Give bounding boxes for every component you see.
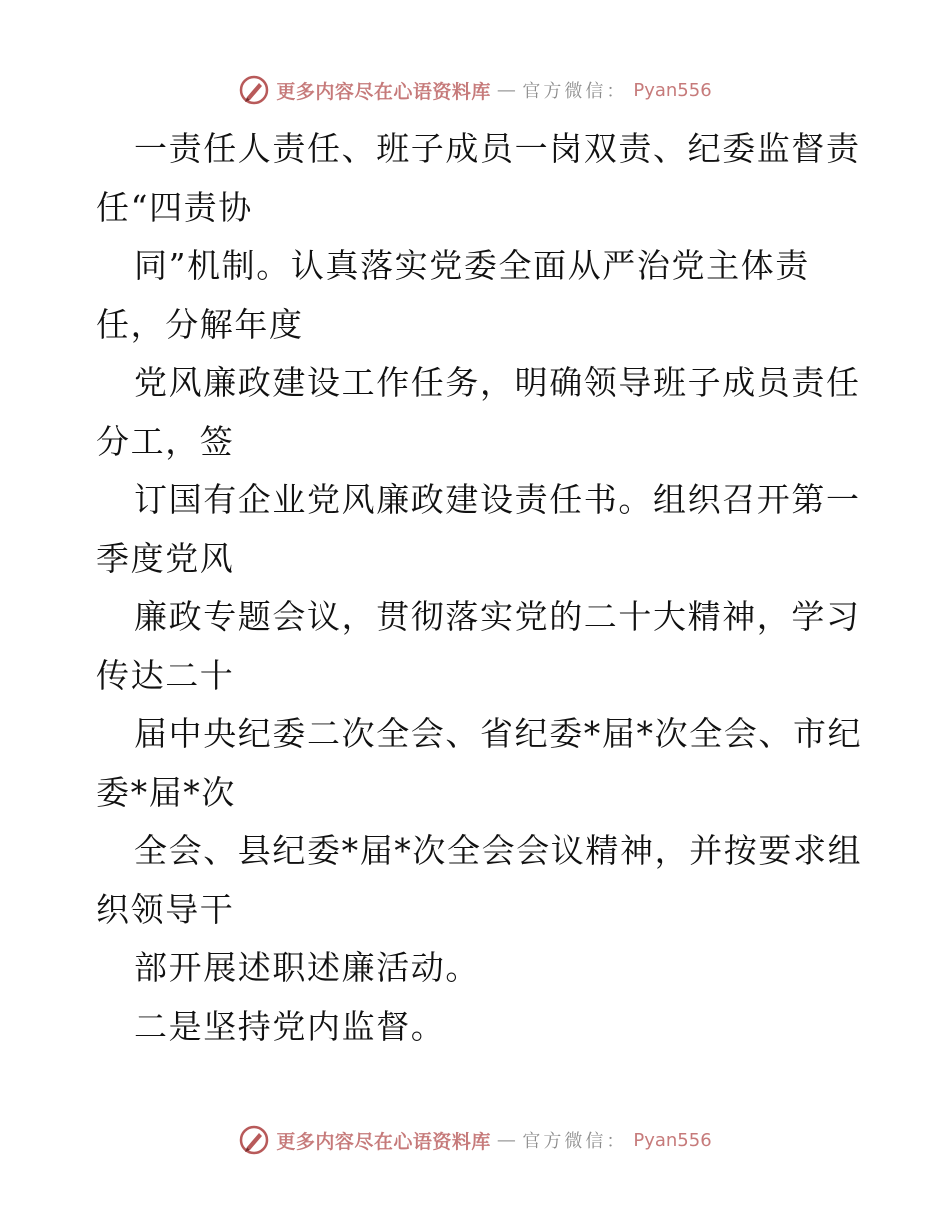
watermark-wechat-id: Pyan556 bbox=[633, 1129, 712, 1151]
text-line: 织领导干 bbox=[96, 889, 235, 929]
pen-logo-icon bbox=[238, 74, 270, 106]
text-line: 部开展述职述廉活动。 bbox=[134, 948, 480, 987]
pen-logo-icon bbox=[238, 1124, 270, 1156]
text-line: 届中央纪委二次全会、省纪委*届*次全会、市纪 bbox=[134, 714, 863, 753]
watermark-dash: — bbox=[496, 79, 517, 101]
text-line: 任“四责协 bbox=[96, 187, 253, 227]
text-line: 廉政专题会议，贯彻落实党的二十大精神，学习 bbox=[134, 597, 861, 636]
text-line: 任，分解年度 bbox=[96, 304, 304, 344]
watermark-dash: — bbox=[496, 1129, 517, 1151]
watermark-official-label: 官方微信： bbox=[522, 81, 628, 102]
text-line: 传达二十 bbox=[96, 655, 235, 695]
text-line: 分工，签 bbox=[96, 421, 235, 461]
text-line: 委*届*次 bbox=[96, 772, 236, 812]
watermark-text: 更多内容尽在心语资料库 bbox=[276, 80, 491, 103]
text-line: 一责任人责任、班子成员一岗双责、纪委监督责 bbox=[134, 129, 861, 168]
text-line: 订国有企业党风廉政建设责任书。组织召开第一 bbox=[134, 480, 861, 519]
text-line: 季度党风 bbox=[96, 538, 235, 578]
header-watermark bbox=[0, 70, 950, 110]
watermark-text: 更多内容尽在心语资料库 bbox=[276, 1130, 491, 1153]
watermark-wechat-id: Pyan556 bbox=[633, 79, 712, 101]
text-line: 同”机制。认真落实党委全面从严治党主体责 bbox=[134, 246, 810, 285]
document-body bbox=[96, 120, 863, 1056]
text-line: 全会、县纪委*届*次全会会议精神，并按要求组 bbox=[134, 831, 863, 870]
text-line: 党风廉政建设工作任务，明确领导班子成员责任 bbox=[134, 363, 861, 402]
watermark-official-label: 官方微信： bbox=[522, 1131, 628, 1152]
text-line: 二是坚持党内监督。 bbox=[134, 1006, 446, 1046]
footer-watermark bbox=[0, 1120, 950, 1160]
